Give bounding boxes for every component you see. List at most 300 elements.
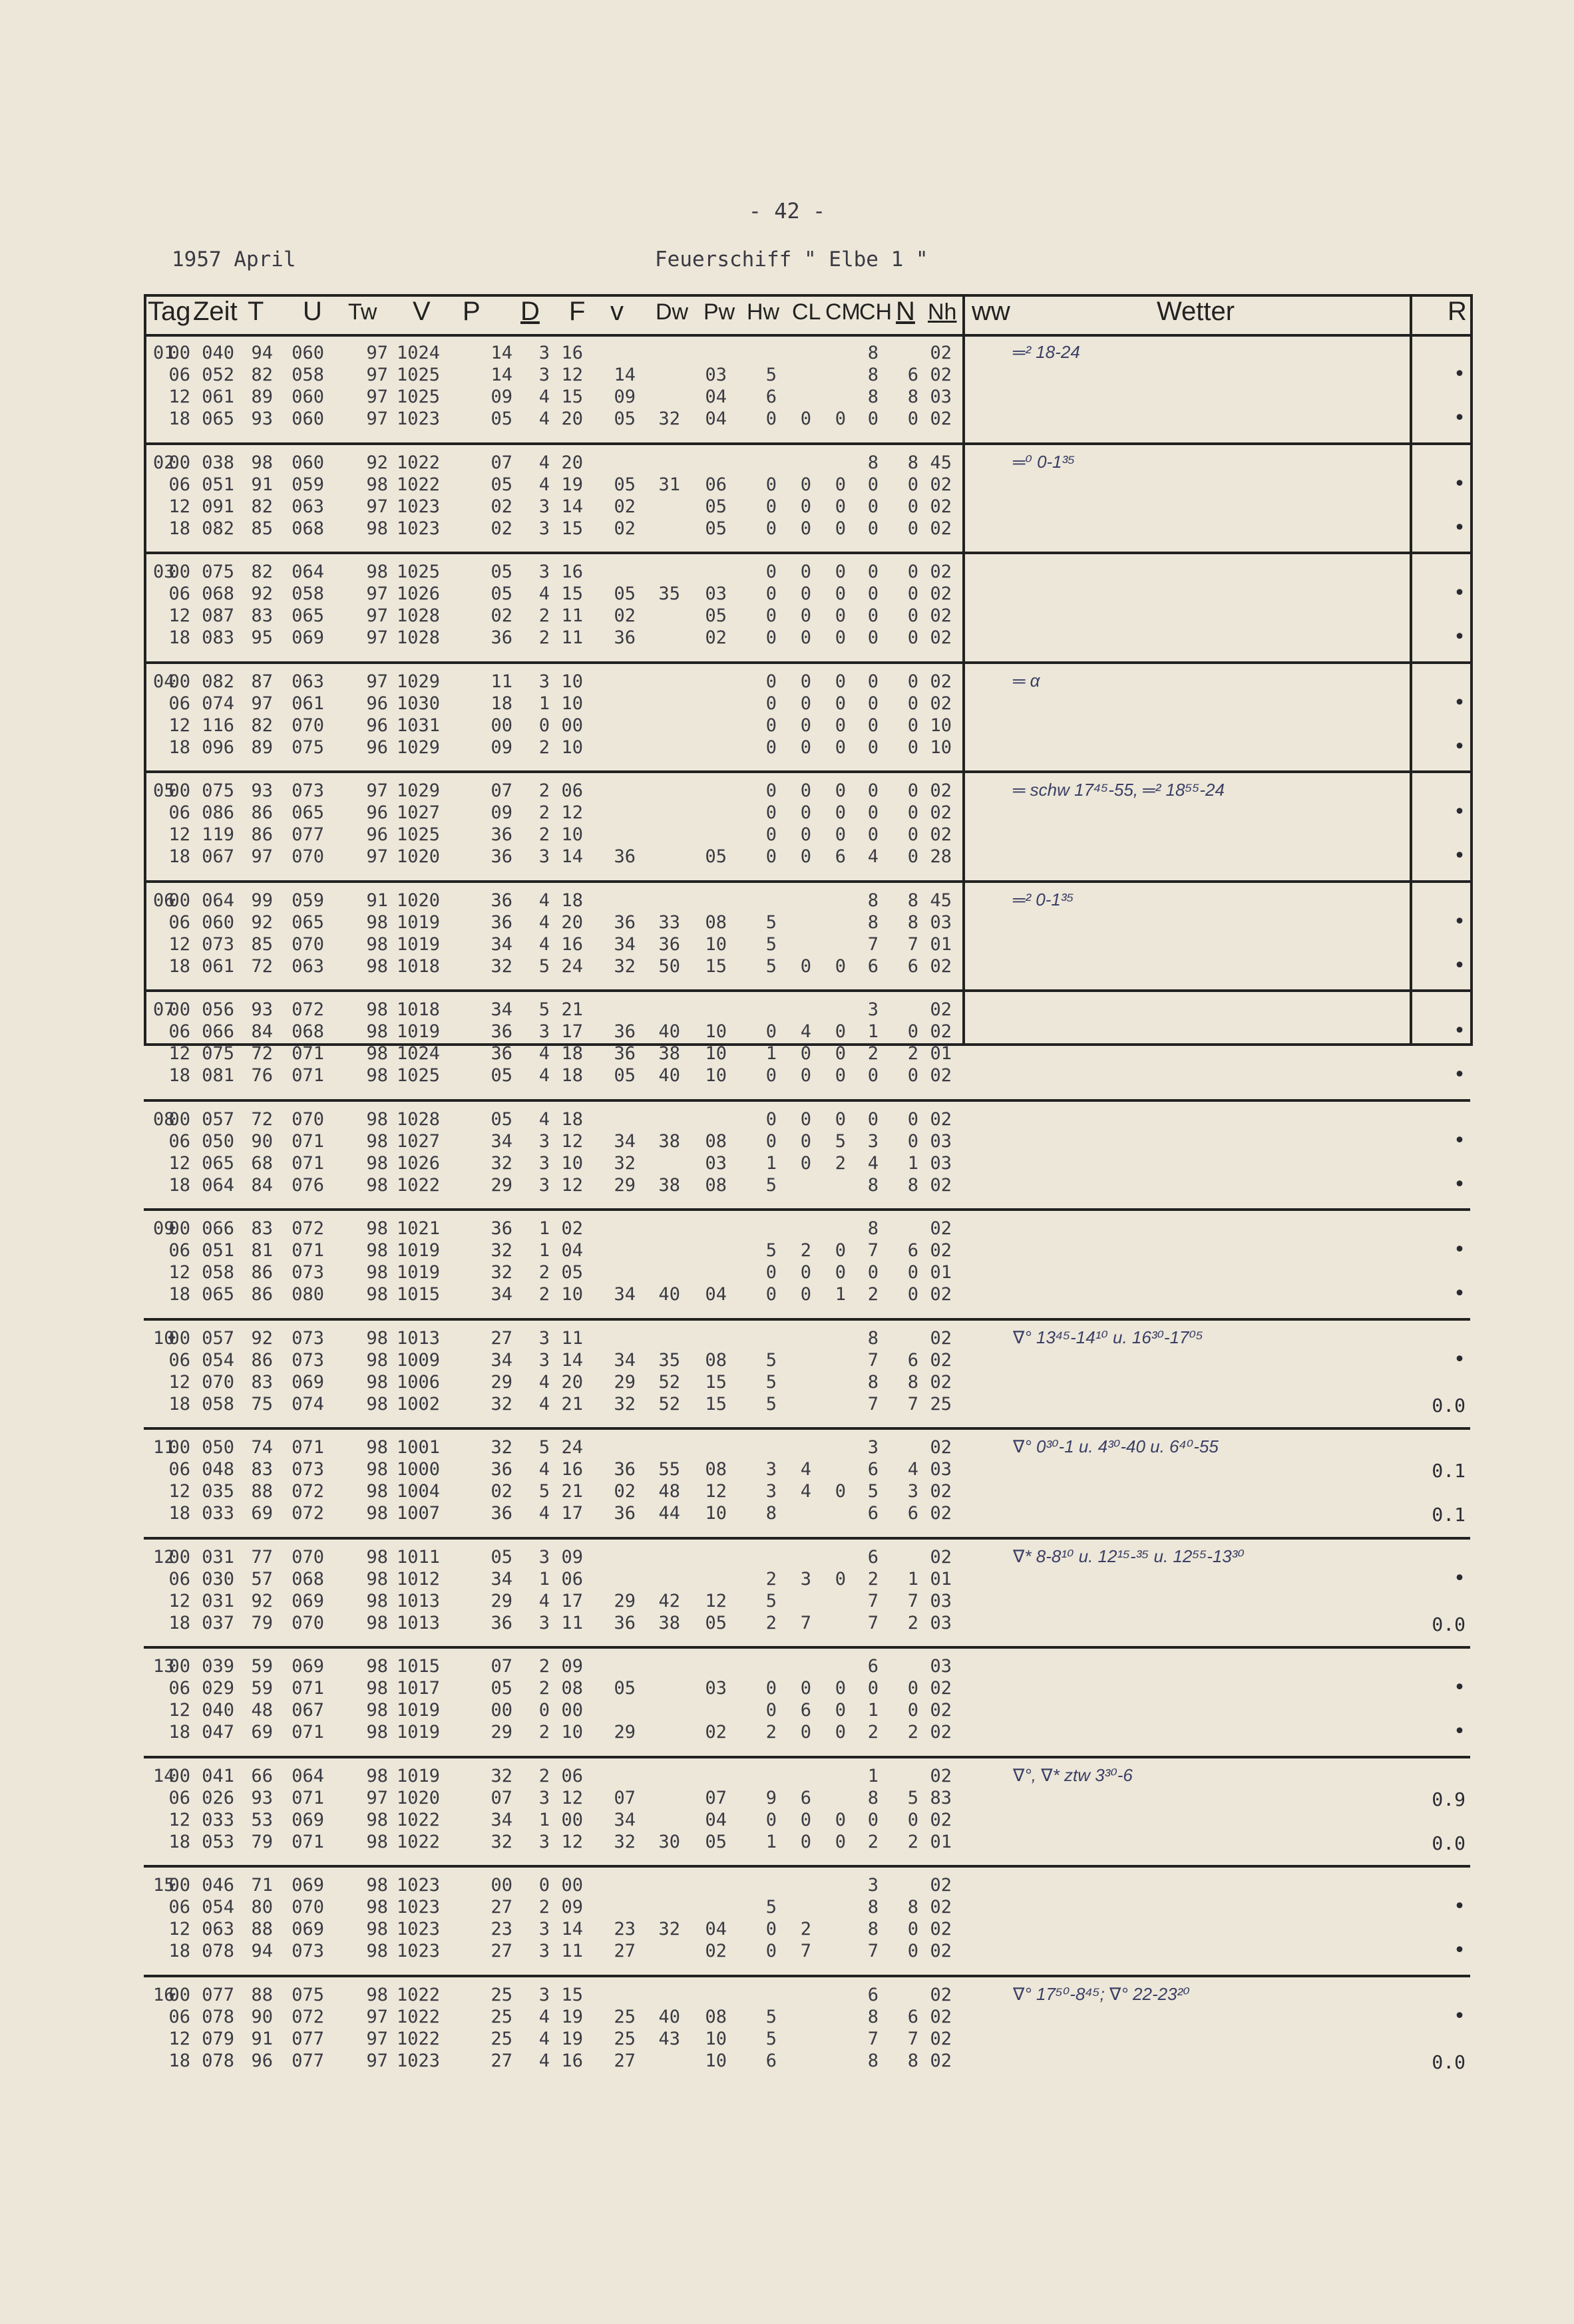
cell-f: 4 xyxy=(538,1590,550,1611)
cell-f: 1 xyxy=(538,1240,550,1261)
cell-d: 02 xyxy=(491,1481,512,1502)
cell-tw: 059 xyxy=(292,474,324,495)
cell-p: 1000 xyxy=(397,1459,441,1480)
cell-v: 18 xyxy=(561,1108,583,1130)
cell-v: 21 xyxy=(561,1393,583,1414)
cell-d: 05 xyxy=(491,409,512,429)
cell-v: 10 xyxy=(561,1722,583,1743)
cell-tw: 073 xyxy=(292,780,324,801)
cell-d: 27 xyxy=(491,2050,512,2071)
cell-f: 1 xyxy=(538,1568,550,1589)
cell-p: 1028 xyxy=(397,1108,441,1130)
cell-d: 36 xyxy=(491,627,512,648)
cell-v: 19 xyxy=(561,2006,583,2027)
r-value: • xyxy=(1453,1172,1466,1196)
cell-zeit: 00 xyxy=(168,1218,190,1239)
cell-ww: 02 xyxy=(930,1349,952,1371)
cell-v: 97 xyxy=(366,343,388,363)
cell-tw: 069 xyxy=(292,1590,324,1611)
cell-p: 1019 xyxy=(397,1765,441,1786)
cell-pw: 50 xyxy=(658,955,680,977)
cell-ww: 03 xyxy=(930,1152,952,1174)
cell-zeit: 12 xyxy=(168,1152,190,1174)
cell-ch: 0 xyxy=(835,409,846,429)
cell-ww: 02 xyxy=(930,1108,952,1130)
cell-d: 05 xyxy=(491,583,512,604)
cell-dw: 05 xyxy=(614,474,636,495)
cell-u: 83 xyxy=(251,1459,273,1480)
cell-t: 031 xyxy=(202,1546,234,1568)
cell-v: 24 xyxy=(561,955,583,977)
cell-v: 98 xyxy=(366,1108,388,1130)
cell-nh: 6 xyxy=(907,365,918,385)
cell-p: 1029 xyxy=(397,671,441,692)
cell-ww: 02 xyxy=(930,1021,952,1042)
day-separator xyxy=(144,1099,1470,1102)
r-value: 0.0 xyxy=(1432,1613,1466,1635)
cell-d: 36 xyxy=(491,912,512,933)
cell-ch: 0 xyxy=(835,1700,846,1721)
cell-cm: 0 xyxy=(800,671,811,692)
cell-p: 1022 xyxy=(397,1809,441,1830)
cell-u: 59 xyxy=(251,1656,273,1677)
cell-v: 98 xyxy=(366,1656,388,1677)
cell-ww: 02 xyxy=(930,1327,952,1349)
cell-f: 0 xyxy=(538,1700,550,1721)
cell-ww: 02 xyxy=(930,780,952,801)
cell-d: 25 xyxy=(491,2028,512,2049)
wetter-note-16: ∇° 17⁵⁰-8⁴⁵; ∇° 22-23²⁰ xyxy=(1013,1983,1190,2004)
day-separator xyxy=(144,1318,1470,1321)
r-value: 0.9 xyxy=(1432,1788,1466,1810)
cell-nh: 6 xyxy=(907,1240,918,1261)
cell-v: 98 xyxy=(366,1875,388,1896)
cell-hw: 05 xyxy=(705,1831,727,1852)
cell-cl: 8 xyxy=(765,1503,777,1524)
cell-zeit: 06 xyxy=(168,1568,190,1589)
cell-f: 3 xyxy=(538,1130,550,1152)
cell-tw: 065 xyxy=(292,802,324,823)
cell-d: 05 xyxy=(491,1108,512,1130)
cell-tw: 064 xyxy=(292,1765,324,1786)
cell-f: 3 xyxy=(538,1546,550,1568)
cell-n: 8 xyxy=(867,2050,879,2071)
cell-pw: 33 xyxy=(658,912,680,933)
cell-ch: 0 xyxy=(835,1722,846,1743)
cell-u: 72 xyxy=(251,1043,273,1064)
cell-hw: 10 xyxy=(705,1043,727,1064)
cell-tw: 073 xyxy=(292,1459,324,1480)
cell-cm: 0 xyxy=(800,1831,811,1852)
cell-t: 039 xyxy=(202,1656,234,1677)
cell-u: 72 xyxy=(251,955,273,977)
cell-p: 1028 xyxy=(397,605,441,626)
cell-t: 047 xyxy=(202,1722,234,1743)
cell-ch: 0 xyxy=(835,1240,846,1261)
cell-t: 030 xyxy=(202,1568,234,1589)
cell-cm: 0 xyxy=(800,780,811,801)
cell-t: 050 xyxy=(202,1437,234,1458)
cell-zeit: 18 xyxy=(168,518,190,539)
day-separator xyxy=(144,442,1470,445)
cell-f: 4 xyxy=(538,452,550,473)
cell-zeit: 06 xyxy=(168,1021,190,1042)
cell-u: 99 xyxy=(251,890,273,911)
cell-d: 34 xyxy=(491,933,512,955)
cell-t: 053 xyxy=(202,1831,234,1852)
wetter-note-04: ═ α xyxy=(1013,670,1040,691)
cell-d: 07 xyxy=(491,1656,512,1677)
cell-hw: 04 xyxy=(705,409,727,429)
cell-p: 1023 xyxy=(397,1897,441,1917)
cell-v: 98 xyxy=(366,1831,388,1852)
cell-v: 12 xyxy=(561,1130,583,1152)
cell-n: 8 xyxy=(867,387,879,407)
cell-hw: 05 xyxy=(705,605,727,626)
cell-hw: 04 xyxy=(705,1919,727,1939)
cell-cl: 0 xyxy=(765,693,777,714)
cell-ww: 02 xyxy=(930,1218,952,1239)
cell-nh: 8 xyxy=(907,1371,918,1393)
r-value: • xyxy=(1453,1128,1466,1152)
cell-n: 0 xyxy=(867,409,879,429)
cell-d: 36 xyxy=(491,890,512,911)
cell-tw: 064 xyxy=(292,562,324,582)
wetter-note-06: ═² 0-1³⁵ xyxy=(1013,889,1074,910)
cell-v: 92 xyxy=(366,452,388,473)
cell-p: 1023 xyxy=(397,496,441,517)
cell-v: 98 xyxy=(366,474,388,495)
cell-d: 36 xyxy=(491,846,512,867)
cell-p: 1023 xyxy=(397,2050,441,2071)
cell-cm: 0 xyxy=(800,583,811,604)
cell-d: 05 xyxy=(491,1065,512,1086)
cell-nh: 1 xyxy=(907,1568,918,1589)
cell-t: 035 xyxy=(202,1481,234,1502)
cell-nh: 2 xyxy=(907,1831,918,1852)
cell-v: 11 xyxy=(561,605,583,626)
cell-ww: 02 xyxy=(930,802,952,823)
cell-p: 1002 xyxy=(397,1393,441,1414)
cell-cl: 5 xyxy=(765,955,777,977)
cell-tw: 069 xyxy=(292,1919,324,1939)
cell-f: 2 xyxy=(538,605,550,626)
cell-t: 031 xyxy=(202,1590,234,1611)
cell-p: 1023 xyxy=(397,409,441,429)
r-value: • xyxy=(1453,1676,1466,1699)
cell-t: 066 xyxy=(202,1021,234,1042)
cell-v: 16 xyxy=(561,1459,583,1480)
cell-p: 1029 xyxy=(397,780,441,801)
cell-d: 02 xyxy=(491,496,512,517)
cell-pw: 30 xyxy=(658,1831,680,1852)
cell-v: 97 xyxy=(366,387,388,407)
cell-v: 98 xyxy=(366,1284,388,1305)
cell-v: 10 xyxy=(561,693,583,714)
r-value: • xyxy=(1453,1939,1466,1962)
cell-d: 34 xyxy=(491,1284,512,1305)
cell-zeit: 12 xyxy=(168,715,190,736)
cell-nh: 2 xyxy=(907,1612,918,1633)
cell-cl: 3 xyxy=(765,1481,777,1502)
cell-nh: 0 xyxy=(907,715,918,736)
cell-p: 1023 xyxy=(397,1919,441,1939)
cell-zeit: 00 xyxy=(168,343,190,363)
cell-f: 3 xyxy=(538,496,550,517)
cell-v: 98 xyxy=(366,1459,388,1480)
cell-tw: 074 xyxy=(292,1393,324,1414)
cell-v: 98 xyxy=(366,1218,388,1239)
cell-hw: 07 xyxy=(705,1787,727,1808)
cell-zeit: 00 xyxy=(168,1656,190,1677)
cell-d: 02 xyxy=(491,518,512,539)
cell-ch: 0 xyxy=(835,1043,846,1064)
cell-v: 18 xyxy=(561,1065,583,1086)
cell-d: 14 xyxy=(491,365,512,385)
cell-tw: 072 xyxy=(292,1218,324,1239)
cell-ch: 0 xyxy=(835,1021,846,1042)
cell-u: 53 xyxy=(251,1809,273,1830)
cell-u: 69 xyxy=(251,1722,273,1743)
cell-u: 71 xyxy=(251,1875,273,1896)
cell-tw: 060 xyxy=(292,387,324,407)
cell-v: 15 xyxy=(561,583,583,604)
cell-nh: 0 xyxy=(907,1262,918,1283)
cell-v: 98 xyxy=(366,1941,388,1961)
cell-cm: 0 xyxy=(800,1678,811,1699)
tag-01: 01 xyxy=(153,343,175,363)
cell-v: 97 xyxy=(366,2006,388,2027)
cell-tw: 071 xyxy=(292,1043,324,1064)
r-value: • xyxy=(1453,1347,1466,1371)
cell-t: 040 xyxy=(202,343,234,363)
cell-d: 02 xyxy=(491,605,512,626)
cell-n: 1 xyxy=(867,1021,879,1042)
cell-p: 1022 xyxy=(397,1984,441,2005)
cell-f: 4 xyxy=(538,1043,550,1064)
cell-p: 1022 xyxy=(397,2028,441,2049)
tag-11: 11 xyxy=(153,1437,175,1458)
cell-tw: 067 xyxy=(292,1700,324,1721)
cell-n: 0 xyxy=(867,715,879,736)
cell-tw: 068 xyxy=(292,1021,324,1042)
cell-v: 96 xyxy=(366,693,388,714)
cell-pw: 35 xyxy=(658,1349,680,1371)
cell-u: 86 xyxy=(251,802,273,823)
cell-dw: 32 xyxy=(614,1152,636,1174)
cell-tw: 071 xyxy=(292,1065,324,1086)
cell-hw: 03 xyxy=(705,1152,727,1174)
cell-v: 24 xyxy=(561,1437,583,1458)
column-header-v: V xyxy=(413,297,431,326)
cell-p: 1020 xyxy=(397,890,441,911)
cell-cm: 0 xyxy=(800,824,811,845)
cell-p: 1031 xyxy=(397,715,441,736)
column-header-n: N xyxy=(896,297,915,326)
tag-04: 04 xyxy=(153,671,175,692)
r-value: • xyxy=(1453,363,1466,386)
cell-hw: 10 xyxy=(705,1021,727,1042)
cell-ww: 02 xyxy=(930,1700,952,1721)
cell-tw: 071 xyxy=(292,1678,324,1699)
column-header-pw: Pw xyxy=(703,299,735,325)
cell-ch: 0 xyxy=(835,671,846,692)
r-value: • xyxy=(1453,953,1466,977)
cell-p: 1007 xyxy=(397,1503,441,1524)
cell-nh: 0 xyxy=(907,1809,918,1830)
cell-f: 2 xyxy=(538,1722,550,1743)
cell-f: 3 xyxy=(538,1349,550,1371)
cell-p: 1019 xyxy=(397,933,441,955)
cell-tw: 060 xyxy=(292,452,324,473)
day-separator xyxy=(144,1537,1470,1540)
cell-nh: 1 xyxy=(907,1152,918,1174)
cell-n: 0 xyxy=(867,737,879,758)
cell-p: 1013 xyxy=(397,1327,441,1349)
r-value: • xyxy=(1453,1720,1466,1743)
cell-ww: 02 xyxy=(930,1481,952,1502)
cell-d: 36 xyxy=(491,824,512,845)
cell-ch: 0 xyxy=(835,1678,846,1699)
cell-v: 98 xyxy=(366,518,388,539)
cell-p: 1001 xyxy=(397,1437,441,1458)
cell-u: 91 xyxy=(251,474,273,495)
page-number: - 42 - xyxy=(748,198,826,224)
cell-n: 8 xyxy=(867,1327,879,1349)
cell-cm: 0 xyxy=(800,802,811,823)
cell-t: 096 xyxy=(202,737,234,758)
cell-cl: 0 xyxy=(765,1130,777,1152)
cell-cl: 0 xyxy=(765,1284,777,1305)
cell-u: 72 xyxy=(251,1108,273,1130)
cell-f: 4 xyxy=(538,1393,550,1414)
cell-d: 36 xyxy=(491,1503,512,1524)
cell-nh: 8 xyxy=(907,1897,918,1917)
cell-u: 68 xyxy=(251,1152,273,1174)
cell-d: 36 xyxy=(491,1021,512,1042)
cell-ch: 0 xyxy=(835,715,846,736)
cell-ww: 01 xyxy=(930,933,952,955)
cell-t: 064 xyxy=(202,890,234,911)
cell-v: 97 xyxy=(366,2050,388,2071)
r-value: • xyxy=(1453,1895,1466,1918)
cell-cm: 4 xyxy=(800,1481,811,1502)
cell-nh: 0 xyxy=(907,1919,918,1939)
cell-n: 1 xyxy=(867,1700,879,1721)
cell-v: 08 xyxy=(561,1678,583,1699)
cell-f: 4 xyxy=(538,2050,550,2071)
cell-t: 037 xyxy=(202,1612,234,1633)
cell-pw: 42 xyxy=(658,1590,680,1611)
cell-hw: 08 xyxy=(705,1459,727,1480)
cell-f: 3 xyxy=(538,1941,550,1961)
cell-t: 083 xyxy=(202,627,234,648)
cell-zeit: 12 xyxy=(168,824,190,845)
cell-nh: 0 xyxy=(907,1678,918,1699)
cell-tw: 070 xyxy=(292,1546,324,1568)
cell-n: 7 xyxy=(867,1240,879,1261)
cell-v: 97 xyxy=(366,846,388,867)
cell-v: 20 xyxy=(561,452,583,473)
r-value: • xyxy=(1453,1238,1466,1261)
cell-p: 1028 xyxy=(397,627,441,648)
cell-v: 16 xyxy=(561,933,583,955)
cell-d: 27 xyxy=(491,1897,512,1917)
cell-ww: 03 xyxy=(930,387,952,407)
cell-u: 86 xyxy=(251,824,273,845)
cell-ch: 0 xyxy=(835,562,846,582)
cell-t: 087 xyxy=(202,605,234,626)
cell-n: 0 xyxy=(867,1262,879,1283)
cell-ww: 03 xyxy=(930,1612,952,1633)
cell-cl: 0 xyxy=(765,1700,777,1721)
cell-u: 88 xyxy=(251,1984,273,2005)
cell-u: 66 xyxy=(251,1765,273,1786)
wetter-divider xyxy=(962,294,965,1043)
cell-f: 2 xyxy=(538,1897,550,1917)
cell-v: 16 xyxy=(561,343,583,363)
cell-p: 1030 xyxy=(397,693,441,714)
cell-cl: 0 xyxy=(765,671,777,692)
cell-f: 4 xyxy=(538,912,550,933)
cell-ch: 0 xyxy=(835,802,846,823)
cell-d: 05 xyxy=(491,474,512,495)
cell-u: 93 xyxy=(251,780,273,801)
cell-t: 067 xyxy=(202,846,234,867)
cell-zeit: 18 xyxy=(168,1174,190,1196)
cell-cl: 5 xyxy=(765,1897,777,1917)
cell-cl: 0 xyxy=(765,802,777,823)
column-header-t: T xyxy=(248,297,264,326)
cell-ww: 02 xyxy=(930,2028,952,2049)
cell-v: 98 xyxy=(366,1612,388,1633)
cell-cl: 0 xyxy=(765,583,777,604)
cell-v: 98 xyxy=(366,1897,388,1917)
cell-u: 76 xyxy=(251,1065,273,1086)
cell-zeit: 18 xyxy=(168,1941,190,1961)
cell-d: 36 xyxy=(491,1043,512,1064)
cell-cm: 3 xyxy=(800,1568,811,1589)
cell-u: 86 xyxy=(251,1284,273,1305)
cell-ww: 03 xyxy=(930,1590,952,1611)
wetter-note-10: ∇° 13⁴⁵-14¹⁰ u. 16³⁰-17⁰⁵ xyxy=(1013,1327,1203,1347)
cell-t: 078 xyxy=(202,1941,234,1961)
cell-v: 20 xyxy=(561,409,583,429)
cell-cl: 0 xyxy=(765,409,777,429)
cell-u: 83 xyxy=(251,1371,273,1393)
cell-n: 8 xyxy=(867,1897,879,1917)
cell-d: 29 xyxy=(491,1371,512,1393)
cell-cm: 0 xyxy=(800,562,811,582)
cell-t: 064 xyxy=(202,1174,234,1196)
column-header-wetter: Wetter xyxy=(1157,297,1235,326)
cell-ch: 6 xyxy=(835,846,846,867)
cell-d: 34 xyxy=(491,999,512,1020)
cell-t: 061 xyxy=(202,955,234,977)
cell-p: 1009 xyxy=(397,1349,441,1371)
cell-d: 18 xyxy=(491,693,512,714)
cell-d: 07 xyxy=(491,780,512,801)
cell-pw: 52 xyxy=(658,1371,680,1393)
cell-f: 4 xyxy=(538,1459,550,1480)
cell-p: 1022 xyxy=(397,474,441,495)
cell-cm: 6 xyxy=(800,1700,811,1721)
cell-dw: 32 xyxy=(614,1393,636,1414)
cell-pw: 36 xyxy=(658,933,680,955)
cell-n: 8 xyxy=(867,343,879,363)
cell-ww: 02 xyxy=(930,365,952,385)
cell-ch: 2 xyxy=(835,1152,846,1174)
